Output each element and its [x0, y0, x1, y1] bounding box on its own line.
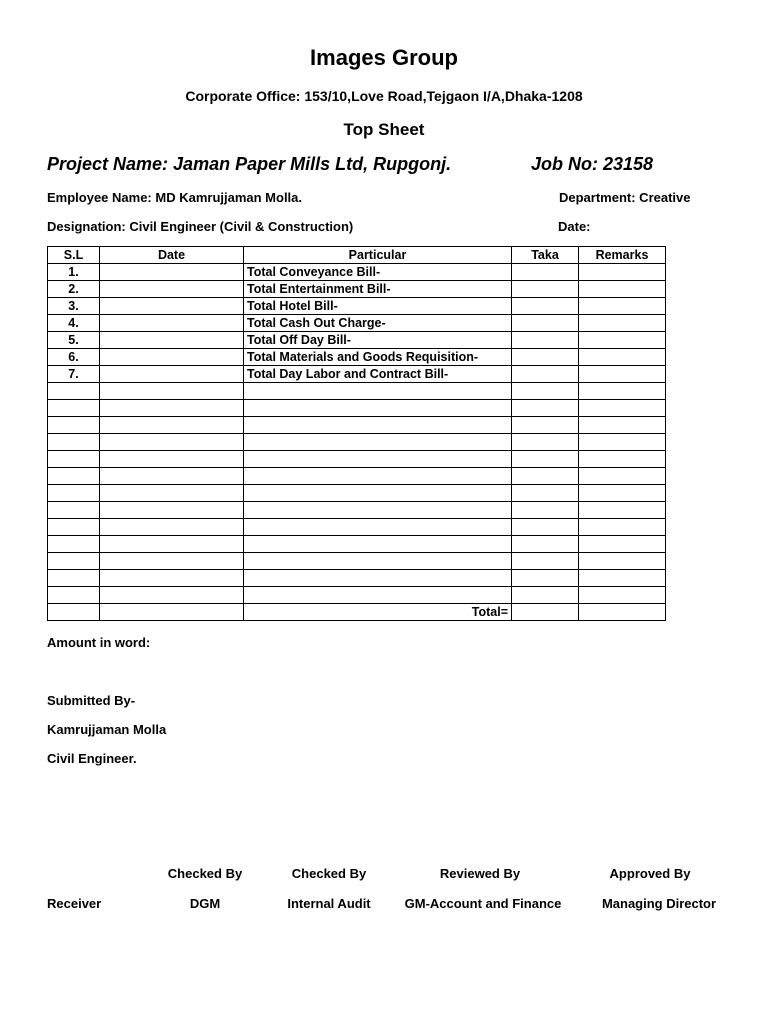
empty-cell[interactable] — [100, 502, 244, 519]
empty-cell[interactable] — [100, 400, 244, 417]
submitter-title: Civil Engineer. — [47, 751, 137, 766]
empty-cell[interactable] — [100, 570, 244, 587]
row-sl: 4. — [48, 315, 100, 332]
empty-cell[interactable] — [244, 502, 512, 519]
empty-row — [48, 553, 666, 570]
designation: Designation: Civil Engineer (Civil & Construction) — [47, 219, 354, 234]
empty-cell[interactable] — [512, 417, 579, 434]
empty-cell[interactable] — [244, 485, 512, 502]
empty-cell[interactable] — [579, 400, 666, 417]
department: Department: Creative — [559, 190, 691, 205]
table-row — [48, 281, 666, 298]
empty-row — [48, 434, 666, 451]
empty-cell[interactable] — [48, 400, 100, 417]
empty-cell[interactable] — [579, 536, 666, 553]
empty-cell[interactable] — [512, 468, 579, 485]
empty-cell[interactable] — [512, 383, 579, 400]
date-cell[interactable] — [100, 315, 244, 332]
total-row — [48, 604, 666, 621]
column-header-remarks: Remarks — [579, 247, 666, 264]
project-name: Project Name: Jaman Paper Mills Ltd, Rupgonj. — [47, 154, 452, 174]
empty-cell — [48, 604, 100, 621]
remarks-cell[interactable] — [579, 298, 666, 315]
date-cell[interactable] — [100, 264, 244, 281]
remarks-cell[interactable] — [579, 332, 666, 349]
remarks-cell[interactable] — [579, 315, 666, 332]
empty-cell[interactable] — [100, 434, 244, 451]
column-header-sl: S.L — [48, 247, 100, 264]
empty-cell[interactable] — [48, 485, 100, 502]
taka-cell[interactable] — [512, 298, 579, 315]
empty-cell[interactable] — [48, 553, 100, 570]
empty-cell[interactable] — [512, 502, 579, 519]
empty-row — [48, 570, 666, 587]
remarks-cell[interactable] — [579, 264, 666, 281]
empty-cell[interactable] — [244, 570, 512, 587]
taka-cell[interactable] — [512, 264, 579, 281]
empty-cell[interactable] — [579, 502, 666, 519]
empty-cell[interactable] — [512, 570, 579, 587]
empty-cell[interactable] — [100, 536, 244, 553]
row-sl: 6. — [48, 349, 100, 366]
row-particular: Total Conveyance Bill- — [244, 264, 512, 281]
taka-cell[interactable] — [512, 332, 579, 349]
office-address: Corporate Office: 153/10,Love Road,Tejgaon I/A,Dhaka-1208 — [185, 88, 583, 104]
empty-cell[interactable] — [244, 400, 512, 417]
submitted-by-label: Submitted By- — [47, 693, 136, 708]
reviewed-by-label: Reviewed By — [439, 866, 521, 881]
empty-cell[interactable] — [244, 417, 512, 434]
empty-cell[interactable] — [244, 383, 512, 400]
row-particular: Total Materials and Goods Requisition- — [244, 349, 512, 366]
checked-by-label: Checked By — [167, 866, 243, 881]
empty-cell[interactable] — [579, 519, 666, 536]
empty-cell[interactable] — [579, 553, 666, 570]
empty-cell[interactable] — [244, 519, 512, 536]
empty-cell[interactable] — [100, 519, 244, 536]
remarks-cell[interactable] — [579, 349, 666, 366]
empty-cell[interactable] — [100, 587, 244, 604]
empty-cell[interactable] — [48, 434, 100, 451]
empty-cell[interactable] — [512, 400, 579, 417]
sheet-title: Top Sheet — [343, 120, 425, 139]
empty-cell — [100, 604, 244, 621]
row-sl: 5. — [48, 332, 100, 349]
empty-cell[interactable] — [512, 434, 579, 451]
taka-cell[interactable] — [512, 366, 579, 383]
empty-cell[interactable] — [579, 383, 666, 400]
table-row — [48, 264, 666, 281]
empty-row — [48, 502, 666, 519]
empty-row — [48, 485, 666, 502]
row-sl: 1. — [48, 264, 100, 281]
column-header-particular: Particular — [244, 247, 512, 264]
empty-cell[interactable] — [48, 451, 100, 468]
empty-row — [48, 400, 666, 417]
approved-by-label: Approved By — [609, 866, 691, 881]
date-label: Date: — [558, 219, 591, 234]
receiver-label: Receiver — [47, 896, 102, 911]
checked-by-label: Checked By — [291, 866, 367, 881]
row-particular: Total Entertainment Bill- — [244, 281, 512, 298]
empty-cell[interactable] — [512, 519, 579, 536]
row-particular: Total Day Labor and Contract Bill- — [244, 366, 512, 383]
job-number: Job No: 23158 — [531, 154, 654, 174]
empty-cell[interactable] — [579, 468, 666, 485]
column-header-taka: Taka — [512, 247, 579, 264]
empty-cell[interactable] — [100, 485, 244, 502]
date-cell[interactable] — [100, 349, 244, 366]
date-cell[interactable] — [100, 298, 244, 315]
empty-cell[interactable] — [579, 485, 666, 502]
empty-cell[interactable] — [512, 485, 579, 502]
amount-in-word-label: Amount in word: — [47, 635, 151, 650]
empty-cell[interactable] — [579, 587, 666, 604]
taka-cell[interactable] — [512, 315, 579, 332]
empty-cell[interactable] — [244, 468, 512, 485]
empty-cell[interactable] — [48, 570, 100, 587]
date-cell[interactable] — [100, 332, 244, 349]
empty-cell[interactable] — [512, 553, 579, 570]
gm-account-label: GM-Account and Finance — [404, 896, 562, 911]
row-particular: Total Off Day Bill- — [244, 332, 512, 349]
internal-audit-label: Internal Audit — [287, 896, 371, 911]
table-row — [48, 332, 666, 349]
table-row — [48, 349, 666, 366]
empty-row — [48, 451, 666, 468]
table-header-row — [48, 247, 666, 264]
empty-cell[interactable] — [579, 417, 666, 434]
column-header-date: Date — [100, 247, 244, 264]
employee-name: Employee Name: MD Kamrujjaman Molla. — [47, 190, 303, 205]
empty-row — [48, 383, 666, 400]
remarks-cell[interactable] — [579, 281, 666, 298]
empty-cell[interactable] — [512, 587, 579, 604]
date-cell[interactable] — [100, 366, 244, 383]
empty-cell[interactable] — [512, 451, 579, 468]
company-name: Images Group — [310, 45, 458, 70]
empty-cell[interactable] — [48, 468, 100, 485]
empty-row — [48, 468, 666, 485]
row-sl: 3. — [48, 298, 100, 315]
empty-cell[interactable] — [100, 383, 244, 400]
total-taka-cell[interactable] — [512, 604, 579, 621]
empty-cell[interactable] — [48, 519, 100, 536]
empty-cell[interactable] — [244, 434, 512, 451]
table-row — [48, 366, 666, 383]
empty-cell[interactable] — [244, 587, 512, 604]
empty-cell[interactable] — [48, 536, 100, 553]
taka-cell[interactable] — [512, 349, 579, 366]
empty-cell[interactable] — [579, 451, 666, 468]
total-label: Total= — [244, 604, 512, 621]
row-sl: 7. — [48, 366, 100, 383]
row-particular: Total Cash Out Charge- — [244, 315, 512, 332]
total-remarks-cell[interactable] — [579, 604, 666, 621]
empty-cell[interactable] — [48, 383, 100, 400]
empty-row — [48, 417, 666, 434]
empty-cell[interactable] — [244, 451, 512, 468]
empty-row — [48, 536, 666, 553]
empty-cell[interactable] — [100, 553, 244, 570]
empty-cell[interactable] — [244, 553, 512, 570]
row-sl: 2. — [48, 281, 100, 298]
empty-cell[interactable] — [100, 417, 244, 434]
empty-cell[interactable] — [100, 468, 244, 485]
empty-cell[interactable] — [48, 502, 100, 519]
bill-table — [47, 246, 666, 621]
dgm-label: DGM — [189, 896, 221, 911]
empty-cell[interactable] — [48, 417, 100, 434]
empty-cell[interactable] — [48, 587, 100, 604]
taka-cell[interactable] — [512, 281, 579, 298]
table-row — [48, 298, 666, 315]
empty-row — [48, 519, 666, 536]
submitter-name: Kamrujjaman Molla — [47, 722, 167, 737]
managing-director-label: Managing Director — [601, 896, 717, 911]
empty-cell[interactable] — [512, 536, 579, 553]
empty-cell[interactable] — [579, 570, 666, 587]
empty-cell[interactable] — [244, 536, 512, 553]
empty-cell[interactable] — [100, 451, 244, 468]
empty-cell[interactable] — [579, 434, 666, 451]
remarks-cell[interactable] — [579, 366, 666, 383]
date-cell[interactable] — [100, 281, 244, 298]
row-particular: Total Hotel Bill- — [244, 298, 512, 315]
table-row — [48, 315, 666, 332]
empty-row — [48, 587, 666, 604]
